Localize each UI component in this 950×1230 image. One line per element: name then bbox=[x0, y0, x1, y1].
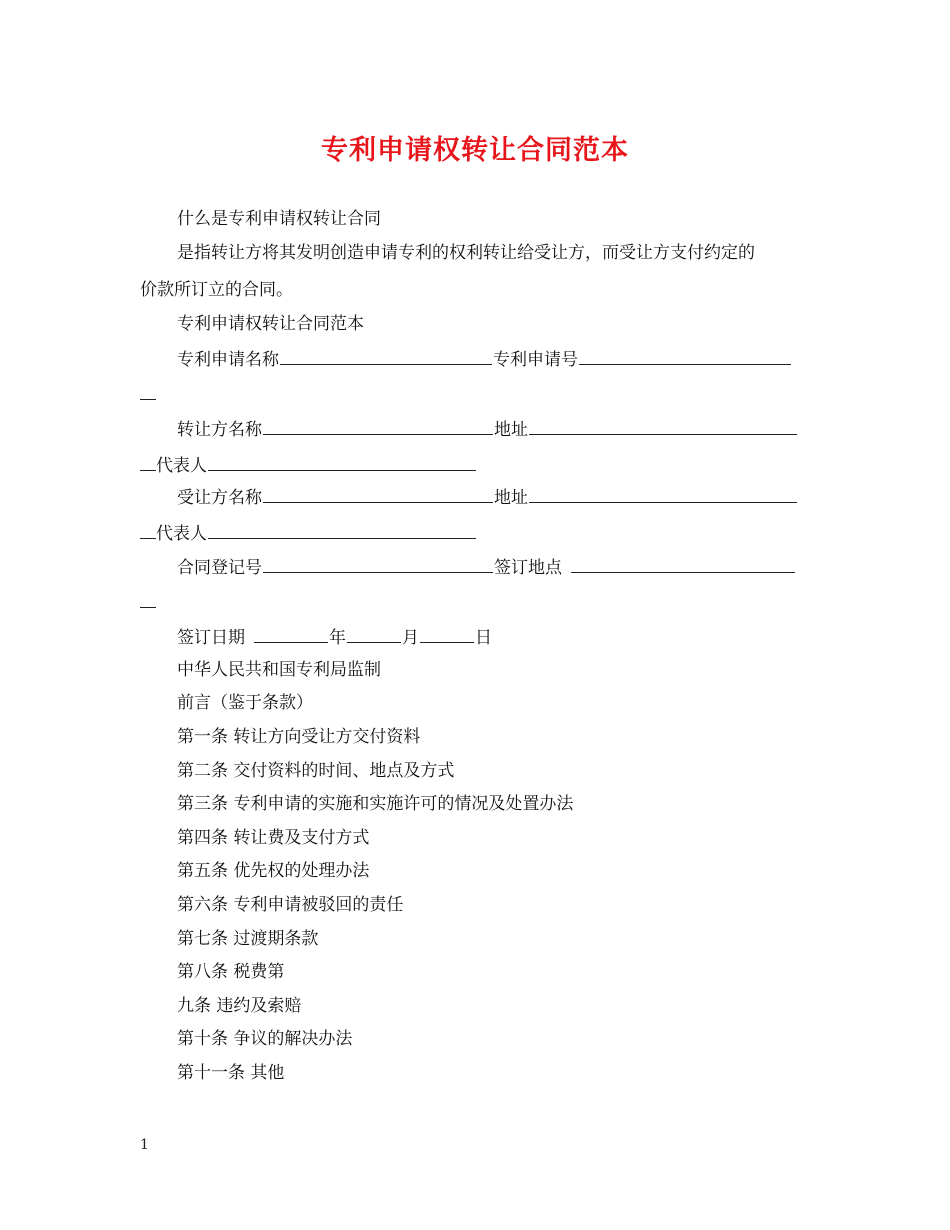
contract-reg-row bbox=[177, 555, 796, 579]
signing-place-label: 签订地点 bbox=[494, 558, 562, 578]
intro-text-line-1: 是指转让方将其发明创造申请专利的权利转让给受让方，而受让方支付约定的 bbox=[177, 243, 755, 263]
signing-date-label: 签订日期 bbox=[177, 628, 245, 648]
article-10: 第十条 争议的解决办法 bbox=[177, 1029, 353, 1049]
article-1: 第一条 转让方向受让方交付资料 bbox=[177, 727, 421, 747]
day-label: 日 bbox=[475, 628, 492, 648]
preamble-line: 前言（鉴于条款） bbox=[177, 693, 313, 713]
signing-place-blank[interactable] bbox=[571, 555, 795, 573]
month-label: 月 bbox=[402, 628, 419, 648]
day-blank[interactable] bbox=[420, 625, 474, 643]
transferor-representative-row bbox=[140, 453, 477, 477]
transferee-name-label: 受让方名称 bbox=[177, 488, 262, 508]
article-2: 第二条 交付资料的时间、地点及方式 bbox=[177, 761, 455, 781]
transferor-name-blank[interactable] bbox=[263, 417, 493, 435]
year-label: 年 bbox=[329, 628, 346, 648]
transferee-address-blank[interactable] bbox=[529, 485, 797, 503]
article-5: 第五条 优先权的处理办法 bbox=[177, 861, 370, 881]
transferee-representative-row bbox=[140, 521, 477, 545]
article-11: 第十一条 其他 bbox=[177, 1063, 285, 1083]
document-title: 专利申请权转让合同范本 bbox=[321, 135, 629, 166]
transferor-address-blank[interactable] bbox=[529, 417, 797, 435]
transferor-address-label: 地址 bbox=[494, 420, 528, 440]
transferee-row bbox=[177, 485, 798, 509]
signing-place-blank-continued bbox=[140, 592, 156, 614]
article-3: 第三条 专利申请的实施和实施许可的情况及处置办法 bbox=[177, 794, 574, 814]
transferor-name-label: 转让方名称 bbox=[177, 420, 262, 440]
transferor-representative-blank[interactable] bbox=[208, 453, 476, 471]
transferor-row bbox=[177, 417, 798, 441]
transferee-representative-label: 代表人 bbox=[156, 524, 207, 544]
patent-number-blank[interactable] bbox=[579, 347, 791, 365]
transferor-representative-label: 代表人 bbox=[156, 456, 207, 476]
contract-reg-blank[interactable] bbox=[263, 555, 493, 573]
supervision-line: 中华人民共和国专利局监制 bbox=[177, 660, 381, 680]
article-6: 第六条 专利申请被驳回的责任 bbox=[177, 895, 404, 915]
transferee-representative-blank[interactable] bbox=[208, 521, 476, 539]
article-7: 第七条 过渡期条款 bbox=[177, 929, 319, 949]
intro-heading: 什么是专利申请权转让合同 bbox=[177, 209, 381, 229]
template-heading: 专利申请权转让合同范本 bbox=[177, 314, 364, 334]
transferee-address-label: 地址 bbox=[494, 488, 528, 508]
patent-number-blank-continued bbox=[140, 384, 156, 406]
transferee-name-blank[interactable] bbox=[263, 485, 493, 503]
signing-date-row bbox=[177, 625, 492, 649]
patent-name-blank[interactable] bbox=[280, 347, 492, 365]
patent-number-label: 专利申请号 bbox=[493, 350, 578, 370]
page-number: 1 bbox=[140, 1137, 149, 1153]
year-blank[interactable] bbox=[254, 625, 328, 643]
patent-name-row bbox=[177, 347, 792, 371]
article-9: 九条 违约及索赔 bbox=[177, 996, 302, 1016]
article-8: 第八条 税费第 bbox=[177, 962, 285, 982]
article-4: 第四条 转让费及支付方式 bbox=[177, 828, 370, 848]
contract-reg-label: 合同登记号 bbox=[177, 558, 262, 578]
patent-name-label: 专利申请名称 bbox=[177, 350, 279, 370]
intro-text-line-2: 价款所订立的合同。 bbox=[140, 280, 293, 300]
month-blank[interactable] bbox=[347, 625, 401, 643]
